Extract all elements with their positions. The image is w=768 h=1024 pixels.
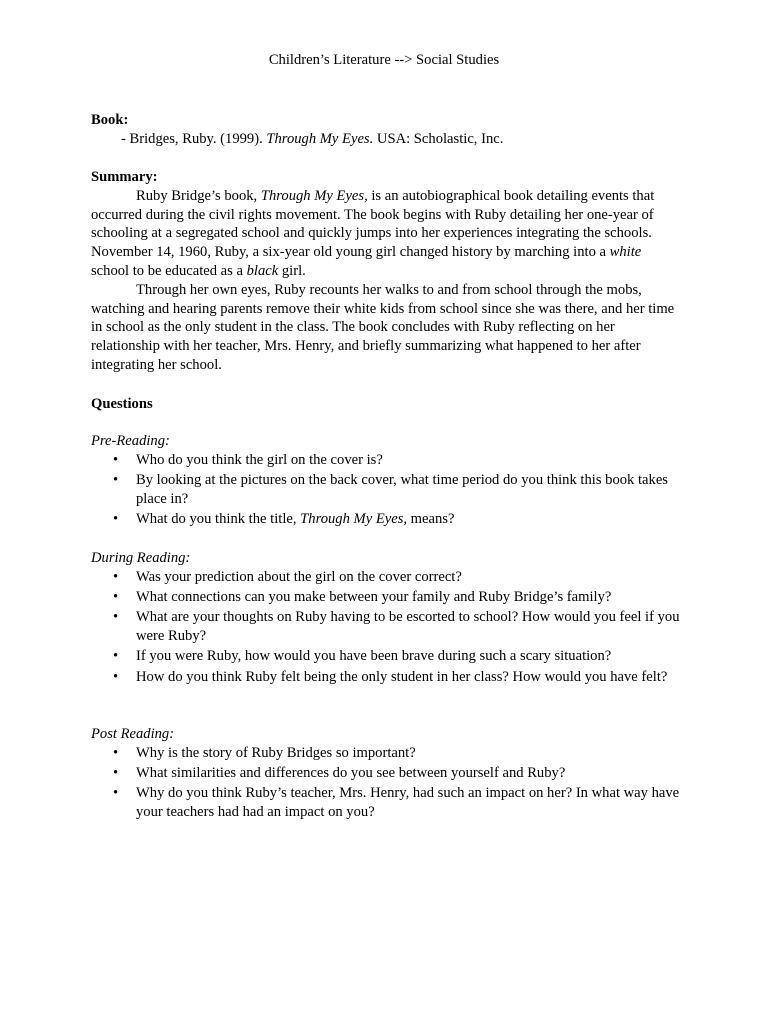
citation-suffix: USA: Scholastic, Inc. [373,130,504,147]
bullet-icon: • [113,785,119,802]
document-title: Children’s Literature --> Social Studies [268,52,500,68]
question-text: Who do you think the girl on the cover is? [136,451,383,468]
list-item [91,608,681,646]
list-item [91,451,681,470]
post-reading-section [91,725,681,823]
list-item [91,668,681,687]
pre-reading-section [91,432,681,530]
question-text: Why is the story of Ruby Bridges so important? [136,744,416,761]
bullet-icon: • [113,765,119,782]
summary-p1-white: white [609,244,642,261]
citation-title: Through My Eyes. [266,130,374,147]
list-item [91,568,681,587]
question-text-a: What do you think the title, [136,511,301,528]
summary-paragraph-1 [91,187,681,281]
question-book-title: Through My Eyes, [300,511,408,528]
list-item [91,784,681,822]
question-text: What are your thoughts on Ruby having to be escorted to school? How would you feel if you were Ruby? [136,609,680,645]
bullet-icon: • [113,589,119,606]
pre-reading-label: Pre-Reading: [91,433,170,449]
bullet-icon: • [113,609,119,626]
questions-section [91,395,681,414]
book-section [91,111,681,149]
question-text: What similarities and differences do you see between yourself and Ruby? [136,765,566,782]
list-item [91,510,681,529]
post-reading-list [91,744,681,822]
summary-p1-text-e: school to be educated as a [91,262,247,279]
pre-reading-list [91,451,681,529]
citation-prefix: - Bridges, Ruby. (1999). [121,130,267,147]
questions-heading: Questions [91,396,153,412]
bullet-icon: • [113,568,119,585]
question-text: Why do you think Ruby’s teacher, Mrs. Henry, had such an impact on her? In what way have your teachers had had an impact on you? [136,785,680,821]
question-text-c: means? [407,511,455,528]
summary-heading: Summary: [91,169,158,185]
book-citation [91,130,681,149]
list-item [91,471,681,509]
question-text: Was your prediction about the girl on the cover correct? [136,568,462,585]
during-reading-list [91,568,681,687]
bullet-icon: • [113,472,119,489]
bullet-icon: • [113,451,119,468]
summary-p1-black: black [246,262,279,279]
summary-section [91,168,681,375]
bullet-icon: • [113,648,119,665]
bullet-icon: • [113,744,119,761]
summary-p1-text-g: girl. [278,262,306,279]
list-item [91,588,681,607]
summary-p1-book-title: Through My Eyes, [260,187,368,204]
during-reading-section [91,549,681,688]
question-text: How do you think Ruby felt being the only student in her class? How would you have felt? [136,668,668,685]
bullet-icon: • [113,511,119,528]
post-reading-label: Post Reading: [91,726,175,742]
summary-p1-text-c: is an autobiographical book detailing events that occurred during the civil rights movement. The book begins with Ruby detailing her one-year of schooling at a segregated school and quickly jumps into her experiences integrating the schools. November 14, 1960, Ruby, a six-year old young girl changed history by marching into a [91,187,655,261]
book-heading: Book: [91,112,129,128]
question-text: By looking at the pictures on the back cover, what time period do you think this book takes place in? [136,472,668,507]
list-item [91,744,681,763]
bullet-icon: • [113,668,119,685]
summary-p1-text-a: Ruby Bridge’s book, [136,187,261,204]
list-item [91,647,681,666]
question-text: If you were Ruby, how would you have been brave during such a scary situation? [136,648,612,665]
question-text: What connections can you make between your family and Ruby Bridge’s family? [136,589,612,606]
summary-paragraph-2: Through her own eyes, Ruby recounts her walks to and from school through the mobs, watching and hearing parents remove their white kids from school since she was there, and her time in school as the only student in the class. The book concludes with Ruby reflecting on her relationship with her teacher, Mrs. Henry, and briefly summarizing what happened to her after integrating her school. [91,281,675,373]
list-item [91,764,681,783]
during-reading-label: During Reading: [91,550,191,566]
